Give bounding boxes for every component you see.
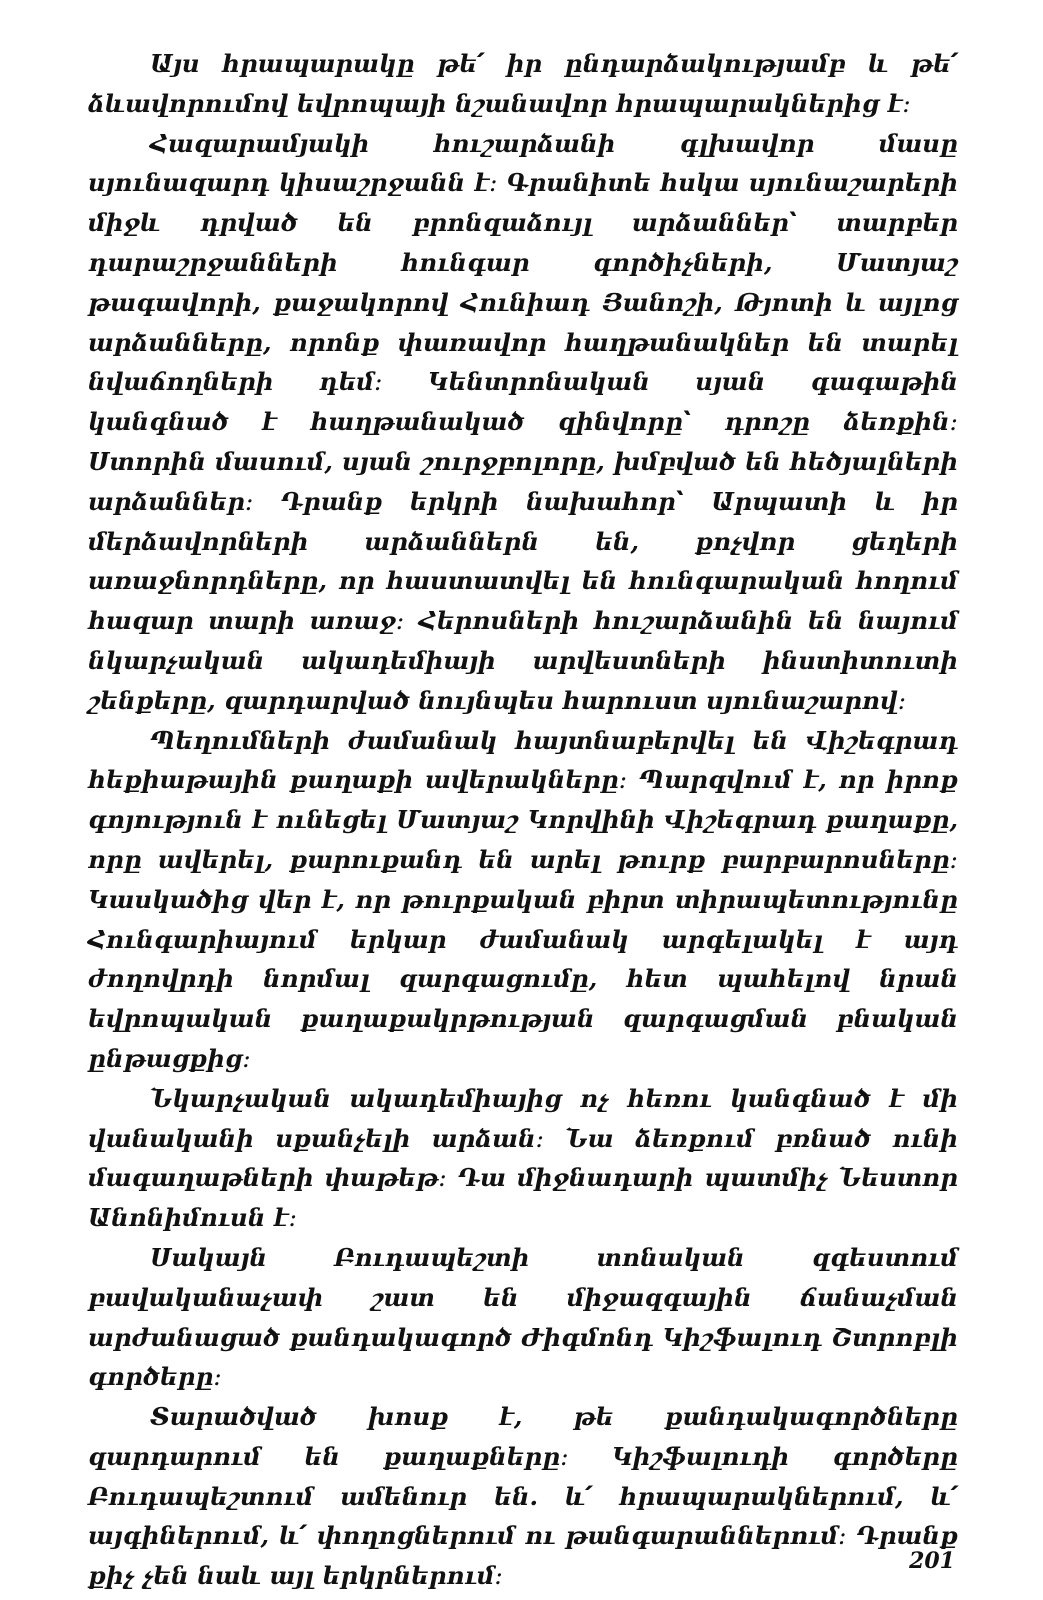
document-page — [88, 44, 958, 1596]
paragraph-visegrad: Պեղումների ժամանակ հայտնաբերվել են Վիշեգրադ հեքիաթային քաղաքի ավերակները։ Պարզվում է, որ իրոք գոյություն է ունեցել Մատյաշ Կորվինի Վիշեգրադ քաղաքը, որը ավերել, քարուքանդ են արել թուրք բարբարոսները։ Կասկածից վեր է, որ թուրքական բիրտ տիրապետությունը Հունգարիայում երկար ժամանակ արգելակել է այդ ժողովրդի նորմալ զարգացումը, հետ պահելով նրան եվրոպական քաղաքակրթության զարգացման բնական ընթացքից։ — [88, 725, 958, 1073]
page-number: 201 — [909, 1548, 955, 1574]
paragraph-millennium-monument: Հազարամյակի հուշարձանի գլխավոր մասը սյունազարդ կիսաշրջանն է։ Գրանիտե հսկա սյունաշարերի միջև դրված են բրոնզաձույլ արձաններ՝ տարբեր դարաշրջանների հունգար գործիչների, Մատյաշ թագավորի, քաջակորով Հունիադ Յանոշի, Թյոտի և այլոց արձանները, որոնք փառավոր հաղթանակներ են տարել նվաճողների դեմ։ Կենտրոնական սյան գագաթին կանգնած է հաղթանակած զինվորը՝ դրոշը ձեռքին։ Ստորին մասում, սյան շուրջբոլորը, խմբված են հեծյալների արձաններ։ Դրանք երկրի նախահոր՝ Արպատի և իր մերձավորների արձաններն են, քոչվոր ցեղերի առաջնորդները, որ հաստատվել են հունգարական հողում հազար տարի առաջ։ Հերոսների հուշարձանին են նայում նկարչական ակադեմիայի արվեստների ինստիտուտի շենքերը, զարդարված նույնպես հարուստ սյունաշարով։ — [88, 128, 958, 715]
paragraph-sculptures-everywhere: Տարածված խոսք է, թե քանդակագործները զարդարում են քաղաքները։ Կիշֆալուդի գործերը Բուդապեշտում ամենուր են. և՛ հրապարակներում, և՛ այգիներում, և՛ փողոցներում ու թանգարաններում։ Դրանք քիչ չեն նաև այլ երկրներում։ — [88, 1402, 958, 1591]
paragraph-monk-statue: Նկարչական ակադեմիայից ոչ հեռու կանգնած է մի վանականի սքանչելի արձան։ Նա ձեռքում բռնած ունի մագաղաթների փաթեթ։ Դա միջնադարի պատմիչ Նեստոր Անոնիմուսն է։ — [88, 1083, 958, 1233]
paragraph-sculptor: Սակայն Բուդապեշտի տոնական զգեստում բավականաչափ շատ են միջազգային ճանաչման արժանացած քանդակագործ Ժիգմոնդ Կիշֆալուդ Շտրոբլի գործերը։ — [88, 1242, 958, 1392]
paragraph-square: Այս հրապարակը թե՛ իր ընդարձակությամբ և թե՛ ձևավորումով եվրոպայի նշանավոր հրապարակներից է։ — [88, 49, 958, 118]
